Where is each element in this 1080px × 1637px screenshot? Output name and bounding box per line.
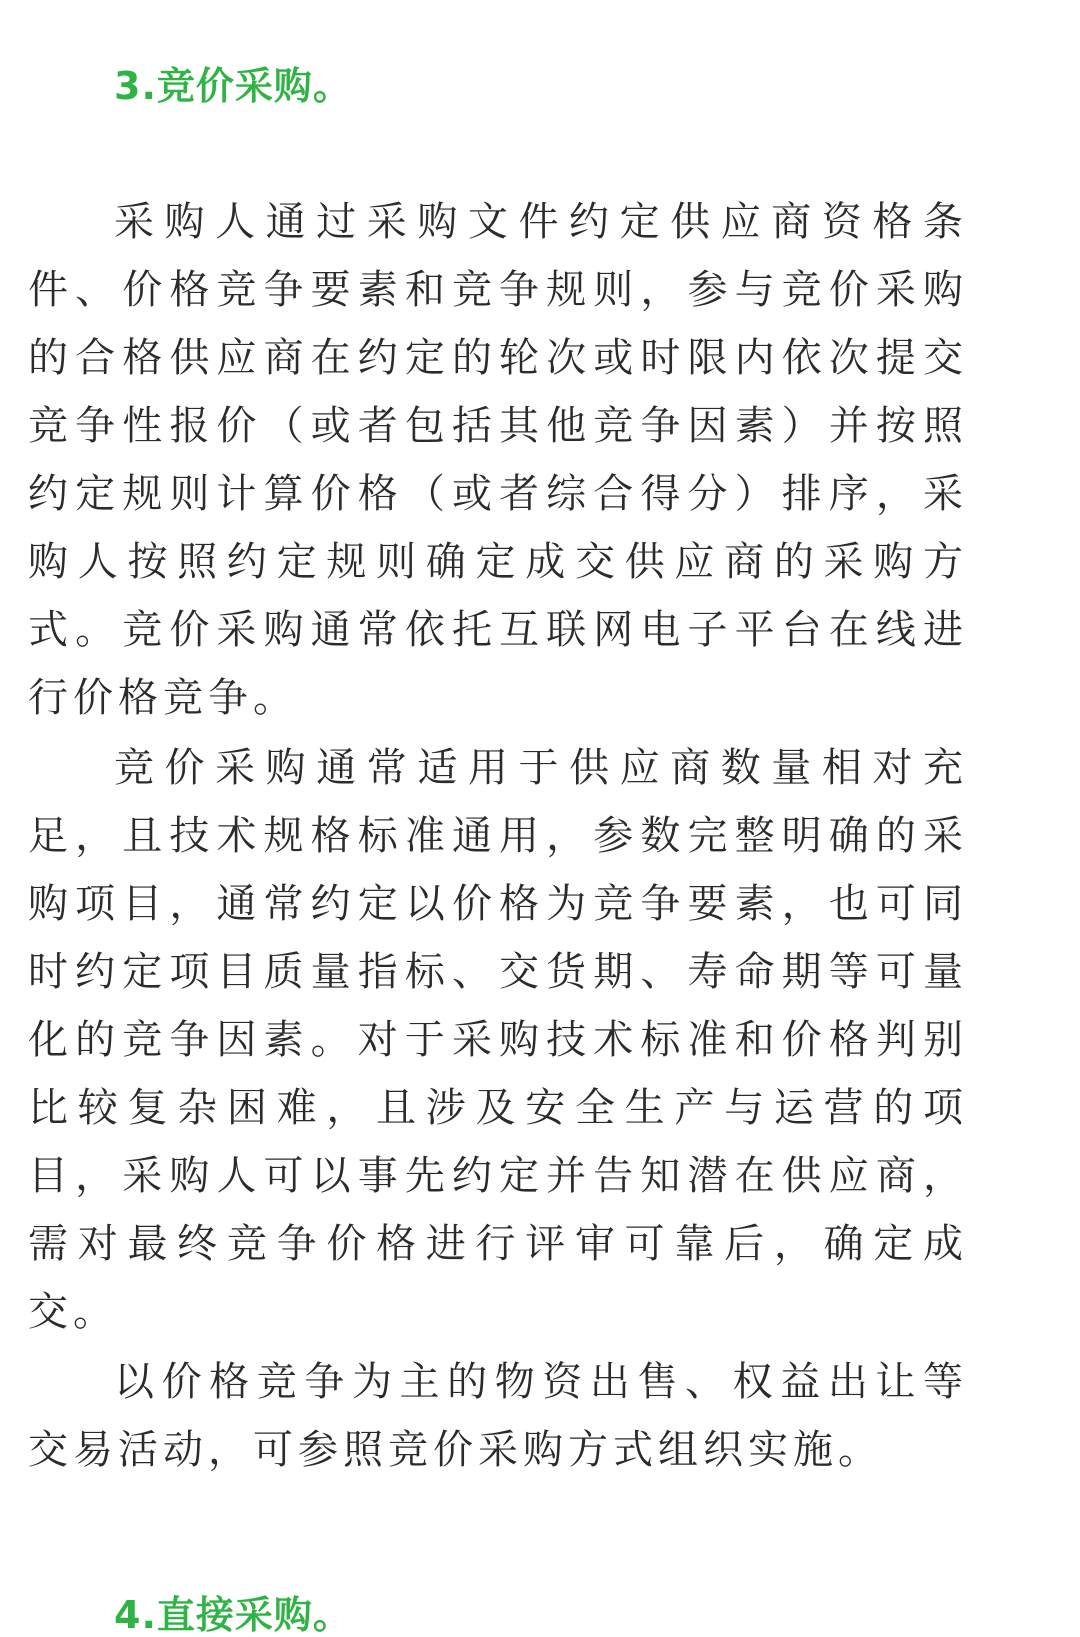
paragraph-definition: 采购人通过采购文件约定供应商资格条件、价格竞争要素和竞争规则，参与竞价采购的合格供应商在约定的轮次或时限内依次提交竞争性报价（或者包括其他竞争因素）并按照约定规则计算价格（或者综合得分）排序，采购人按照约定规则确定成交供应商的采购方式。竞价采购通常依托互联网电子平台在线进行价格竞争。 — [28, 199, 968, 721]
next-section-heading: 4.直接采购。 — [114, 1593, 352, 1637]
section-heading: 3.竞价采购。 — [114, 64, 352, 108]
paragraph-applicability: 竞价采购通常适用于供应商数量相对充足，且技术规格标准通用，参数完整明确的采购项目，通常约定以价格为竞争要素，也可同时约定项目质量指标、交货期、寿命期等可量化的竞争因素。对于采购技术标准和价格判别比较复杂困难，且涉及安全生产与运营的项目，采购人可以事先约定并告知潜在供应商，需对最终竞争价格进行评审可靠后，确定成交。 — [28, 745, 968, 1335]
paragraph-reference: 以价格竞争为主的物资出售、权益出让等交易活动，可参照竞价采购方式组织实施。 — [28, 1359, 968, 1473]
